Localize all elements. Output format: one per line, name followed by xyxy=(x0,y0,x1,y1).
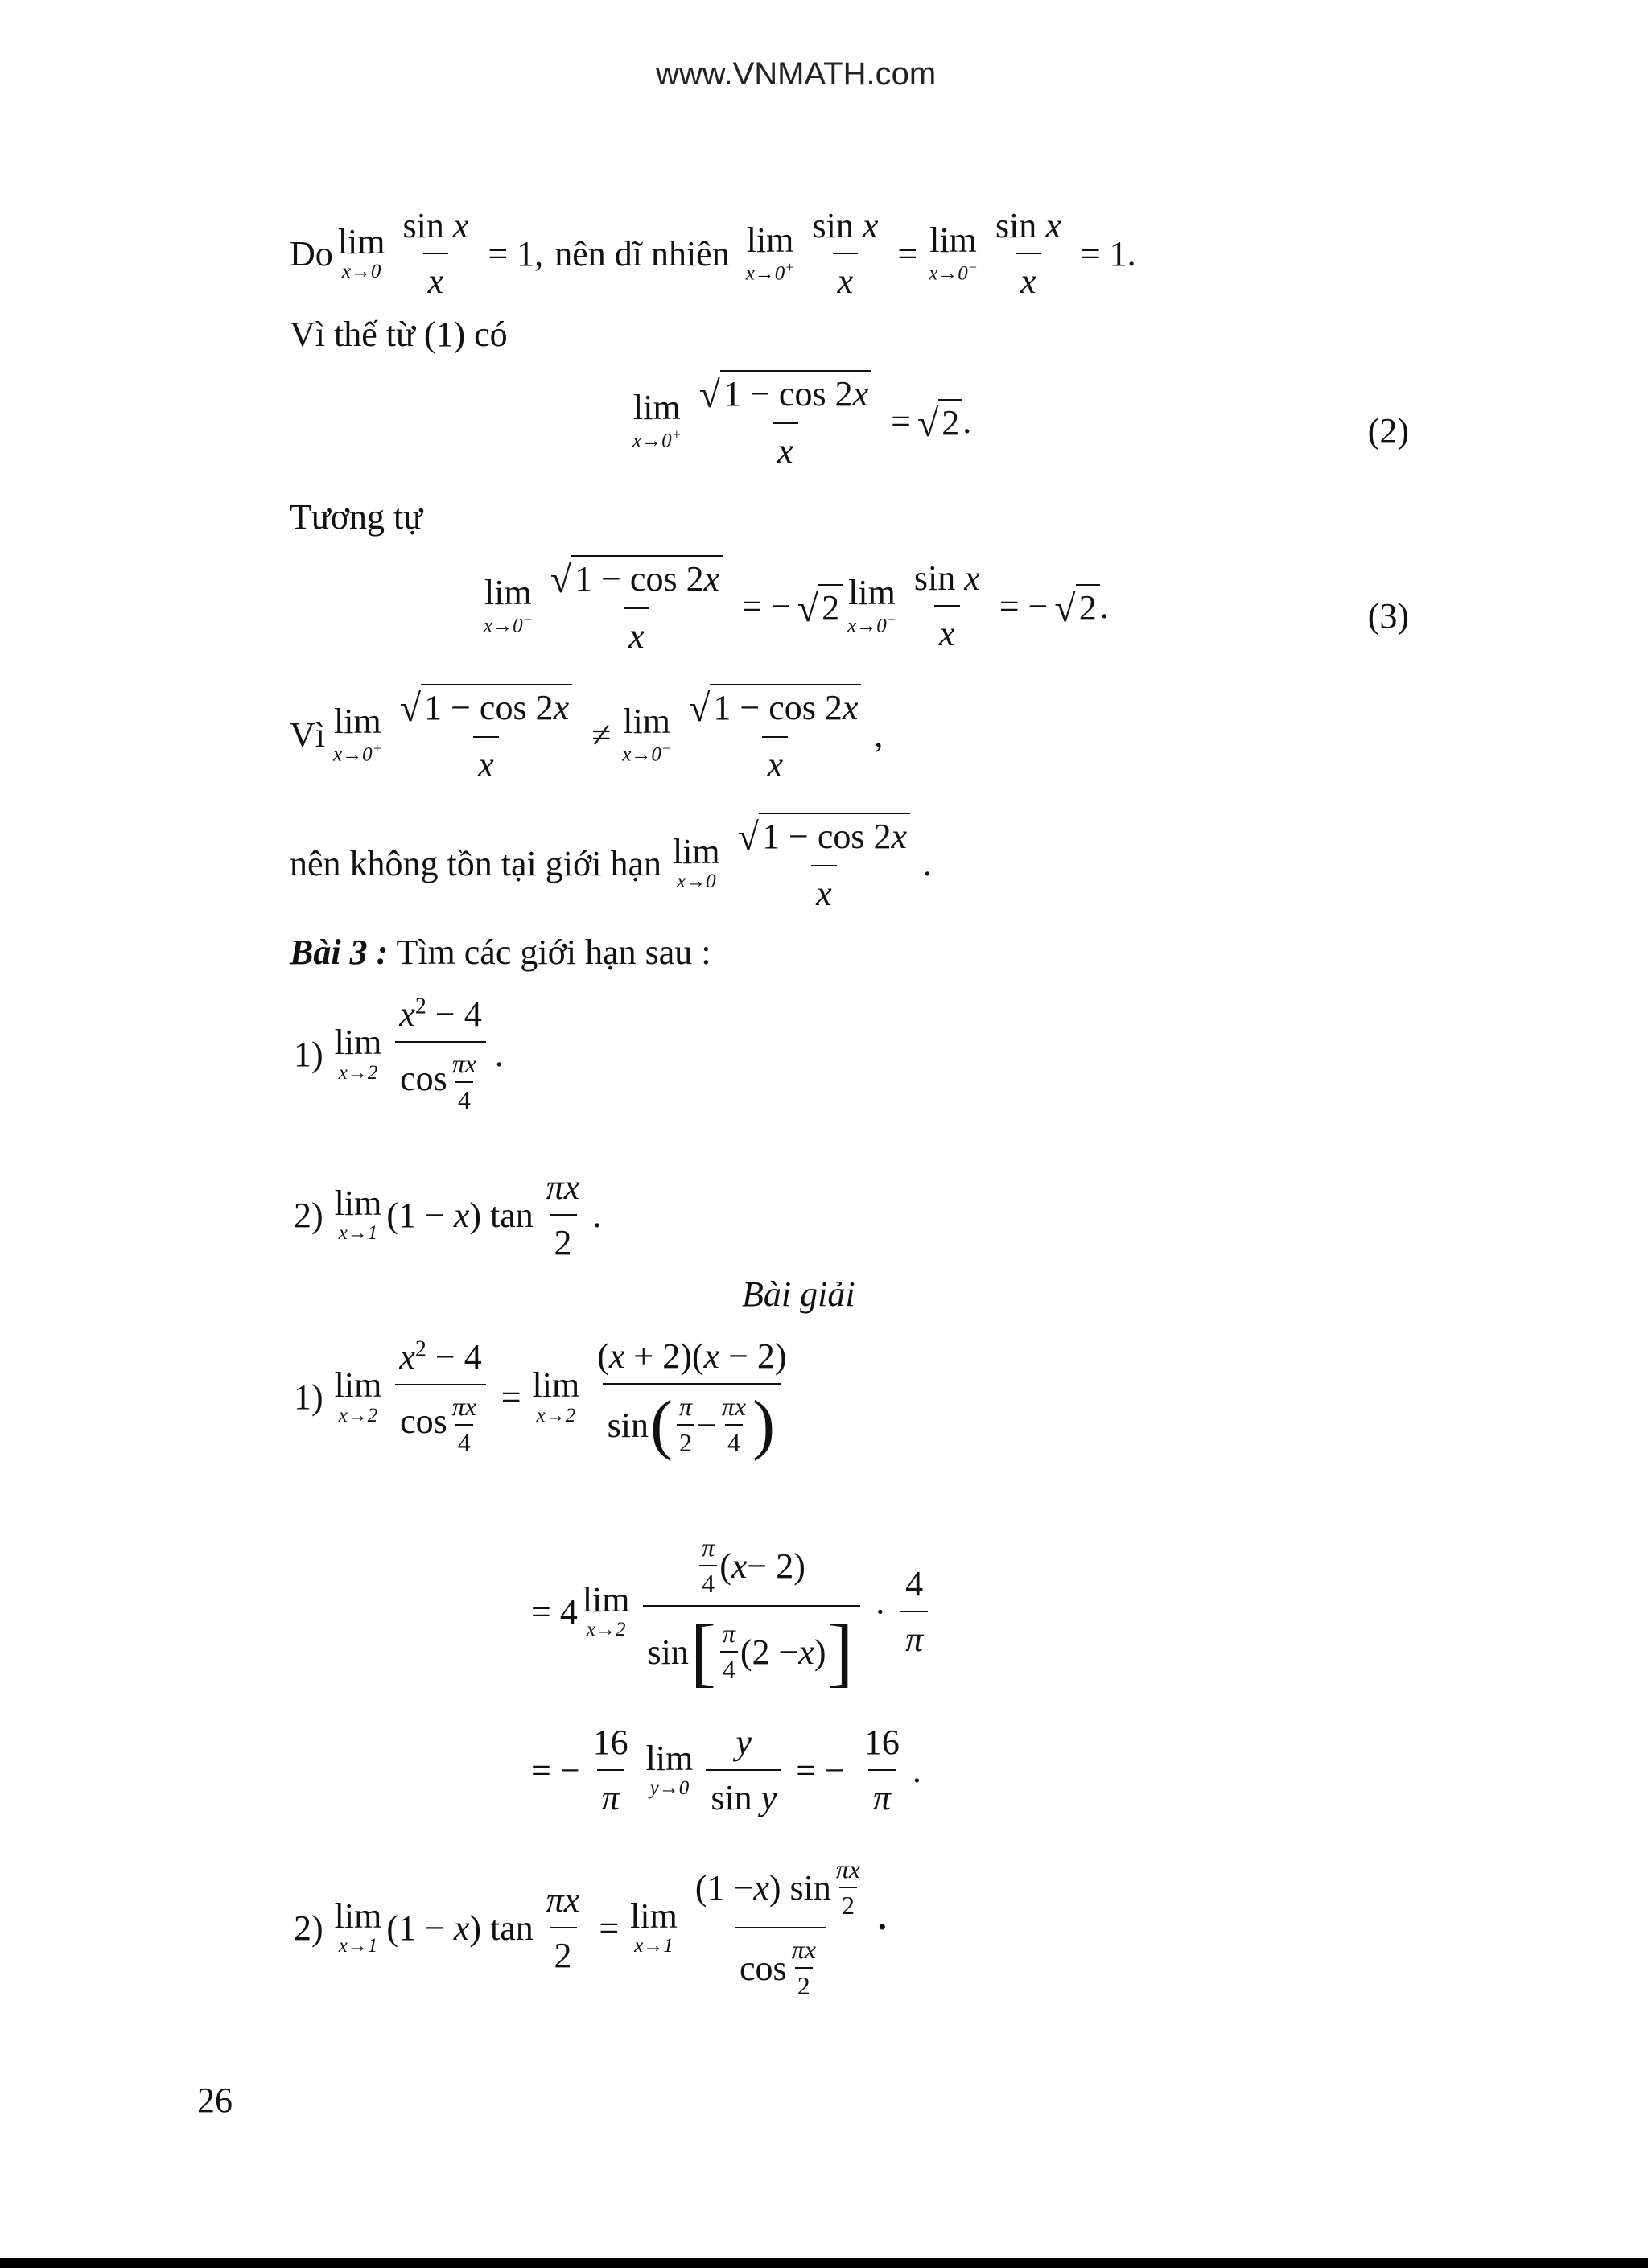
page-header-url: www.VNMATH.com xyxy=(656,56,937,92)
lim-x-to-0-minus: lim x→0− xyxy=(622,701,672,766)
text-nen-khong: nên không tồn tại giới hạn xyxy=(290,843,661,883)
lim-x-to-2: lim x→2 xyxy=(582,1579,630,1641)
exercise-3-text: Tìm các giới hạn sau : xyxy=(396,932,711,972)
fraction-sqrt-over-x: √ 1 − cos 2x x xyxy=(694,370,876,471)
text-nen-di-nhien: nên dĩ nhiên xyxy=(554,233,730,274)
fraction-sqrt-over-x: √ 1 − cos 2x x xyxy=(395,684,577,785)
lim-x-to-0-minus: lim x→0− xyxy=(484,572,533,637)
solution-2-line-1: 2) lim x→1 (1 − x) tan $\frac{\pi x}{2}$ = lim x→1 (1 − x ) sin $\frac{\pi x}{2}$ cos $\frac{\pi x}{2}$ • xyxy=(294,1854,887,2000)
lim-x-to-2: lim x→2 xyxy=(532,1365,580,1426)
lim-y-to-0: lim y→0 xyxy=(645,1738,694,1800)
lim-x-to-0-minus: lim x→0− xyxy=(929,220,978,285)
equation-number-3: (3) xyxy=(1367,596,1409,636)
lim-x-to-0: lim x→0 xyxy=(337,221,385,283)
fraction-sqrt-over-x: √ 1 − cos 2x x xyxy=(733,813,915,914)
text-do: Do xyxy=(290,233,333,274)
fraction-sinx-over-x: $\frac{\text{sin x}}{x}$ xyxy=(402,206,469,301)
fraction-sqrt-over-x: √ 1 − cos 2x x xyxy=(684,684,866,785)
equation-number-2: (2) xyxy=(1367,411,1409,451)
text-vi-the: Vì thế từ (1) có xyxy=(290,315,508,354)
exercise-3-title: Bài 3 : xyxy=(290,932,389,972)
fraction-sinx-over-x: $\frac{\text{sin x}}{x}$ xyxy=(995,206,1061,301)
item-number-2: 2) xyxy=(294,1195,323,1235)
fraction-sinx-over-x: $\frac{\text{sin x}}{x}$ xyxy=(812,206,879,301)
solution-1-line-1: 1) lim x→2 $x^2 - 4$ cos $\frac{\pi x}{4}$ = lim x→2 (x + 2)(x − 2) sin ( $\frac{\pi}{2}$ − $\frac{\pi x}{4}$ ) xyxy=(294,1336,800,1459)
fraction-product-over-sin: (x + 2)(x − 2) sin ( $\frac{\pi}{2}$ − $\frac{\pi x}{4}$ ) xyxy=(597,1336,787,1462)
problem-2: 2) lim x→1 (1 − x) tan $\frac{\pi x}{2}$ . xyxy=(294,1167,602,1262)
lim-x-to-0-plus: lim x→0+ xyxy=(333,701,382,766)
solution-1-line-3: = − $\frac{16}{\pi}$ lim y→0 $\frac{y}{\text{sin y}}$ = − $\frac{16}{\pi}$ . xyxy=(531,1723,921,1817)
solution-heading: Bài giải xyxy=(742,1274,855,1314)
exercise-3-heading xyxy=(290,932,711,973)
fraction-pix-over-2: $\frac{\pi x}{2}$ xyxy=(546,1167,580,1262)
line-do-lim: Do lim x→0 $\frac{\text{sin x}}{x}$ = 1, nên dĩ nhiên lim x→0+ $\frac{\text{sin x}}{x}$ = lim x→0− $\frac{\text{sin x}}{x}$ = 1. xyxy=(290,206,1136,301)
fraction-16-over-pi: $\frac{16}{\pi}$ xyxy=(592,1723,628,1817)
lim-x-to-1: lim x→1 xyxy=(630,1895,678,1957)
problem-1: 1) lim x→2 $x^2 - 4$ cos $\frac{\pi x}{4}$ . xyxy=(294,994,504,1114)
text-tuong-tu: Tương tự xyxy=(290,497,423,537)
fraction-pi4-over-sin-bracket: $\frac{\pi}{4}$ ( x − 2) sin [ $\frac{\pi}{4}$ (2 − x ) ] xyxy=(643,1533,860,1690)
lim-x-to-0-plus: lim x→0+ xyxy=(632,387,682,452)
lim-x-to-2: lim x→2 xyxy=(334,1023,382,1084)
line-nen-khong: nên không tồn tại giới hạn lim x→0 √ 1 − cos 2x x . xyxy=(290,813,932,914)
lim-x-to-1: lim x→1 xyxy=(334,1895,382,1957)
page-number: 26 xyxy=(197,2081,233,2120)
lim-x-to-1: lim x→1 xyxy=(334,1183,382,1245)
equation-3: lim x→0− √ 1 − cos 2x x = − √ 2 lim x→0− $\frac{\text{sin x}}{x}$ = − √ 2 . xyxy=(479,555,1109,657)
lim-x-to-0: lim x→0 xyxy=(672,831,720,893)
item-number-1: 1) xyxy=(294,1377,323,1417)
scan-border-bottom xyxy=(0,2258,1648,2268)
fraction-pix-over-2: $\frac{\pi x}{2}$ xyxy=(546,1880,580,1975)
fraction-16-over-pi: $\frac{16}{\pi}$ xyxy=(863,1723,900,1817)
fraction-x2-minus-4-over-cos: $x^2 - 4$ cos $\frac{\pi x}{4}$ xyxy=(394,1336,486,1458)
fraction-4-over-pi: $\frac{4}{\pi}$ xyxy=(900,1563,928,1660)
lim-x-to-0-minus: lim x→0− xyxy=(847,572,896,637)
fraction-sinx-over-x: $\frac{\text{sin x}}{x}$ xyxy=(913,558,980,653)
lim-x-to-2: lim x→2 xyxy=(334,1365,382,1426)
fraction-y-over-siny: $\frac{y}{\text{sin y}}$ xyxy=(706,1722,781,1818)
fraction-x2-minus-4-over-cos: $x^2 - 4$ cos $\frac{\pi x}{4}$ xyxy=(394,994,486,1115)
equation-2: lim x→0+ √ 1 − cos 2x x = √ 2 . xyxy=(628,370,971,471)
item-number-1: 1) xyxy=(294,1035,323,1074)
fraction-sqrt-over-x: √ 1 − cos 2x x xyxy=(546,555,727,657)
solution-1-line-2: = 4 lim x→2 $\frac{\pi}{4}$ ( x − 2) sin [ $\frac{\pi}{4}$ (2 − x ) ] · $\frac{4}{\pi}$ xyxy=(531,1533,936,1690)
item-number-2: 2) xyxy=(294,1908,323,1948)
line-vi-inequality: Vì lim x→0+ √ 1 − cos 2x x ≠ lim x→0− √ 1 − cos 2x x , xyxy=(290,684,883,785)
lim-x-to-0-plus: lim x→0+ xyxy=(745,220,795,285)
text-vi: Vì xyxy=(290,714,325,755)
fraction-sin-over-cos: (1 − x ) sin $\frac{\pi x}{2}$ cos $\frac{\pi x}{2}$ xyxy=(694,1854,861,2000)
